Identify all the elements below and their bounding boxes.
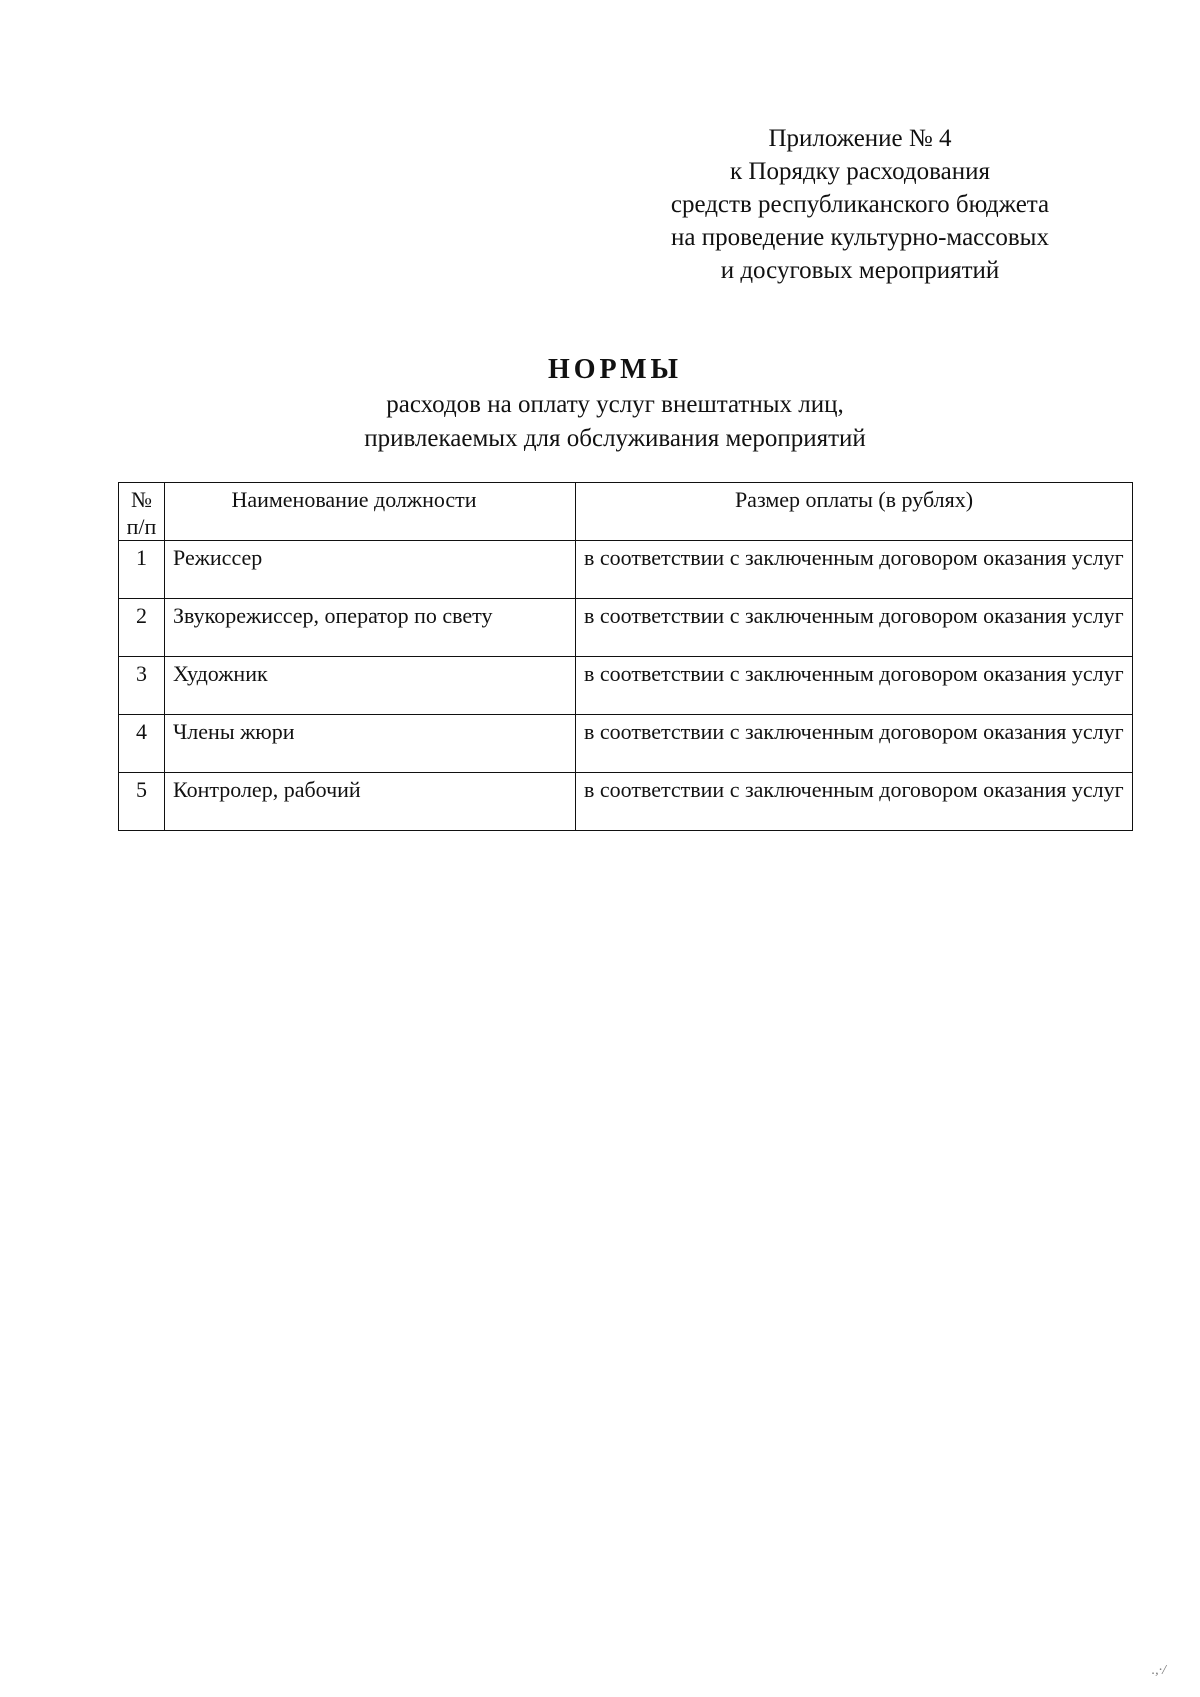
appendix-header (590, 122, 1130, 287)
document-title-block (0, 352, 1200, 456)
row-num: 3 (119, 657, 165, 715)
table-row (119, 599, 1133, 657)
row-num: 2 (119, 599, 165, 657)
document-title: НОРМЫ (547, 354, 683, 385)
appendix-line-1: Приложение № 4 (768, 125, 952, 152)
appendix-line-3: средств республиканского бюджета (670, 191, 1050, 218)
row-payment: в соответствии с заключенным договором оказания услуг (576, 541, 1133, 599)
row-payment: в соответствии с заключенным договором оказания услуг (576, 773, 1133, 831)
row-num: 1 (119, 541, 165, 599)
table-row (119, 773, 1133, 831)
appendix-line-2: к Порядку расходования (730, 158, 990, 185)
row-position-name: Режиссер (165, 541, 576, 599)
table-header-row (119, 483, 1133, 541)
row-payment: в соответствии с заключенным договором оказания услуг (576, 715, 1133, 773)
row-position-name: Художник (165, 657, 576, 715)
header-payment-size: Размер оплаты (в рублях) (576, 483, 1133, 541)
header-num: № п/п (119, 483, 165, 541)
document-subtitle-line-1: расходов на оплату услуг внештатных лиц, (386, 391, 844, 418)
row-position-name: Контролер, рабочий (165, 773, 576, 831)
table-row (119, 541, 1133, 599)
table-row (119, 657, 1133, 715)
row-payment: в соответствии с заключенным договором оказания услуг (576, 657, 1133, 715)
document-subtitle-line-2: привлекаемых для обслуживания мероприятий (364, 425, 866, 452)
row-position-name: Члены жюри (165, 715, 576, 773)
row-num: 5 (119, 773, 165, 831)
scan-artifact-mark: .,·/ (1151, 1663, 1166, 1678)
appendix-line-5: и досуговых мероприятий (720, 257, 1000, 284)
row-payment: в соответствии с заключенным договором оказания услуг (576, 599, 1133, 657)
row-position-name: Звукорежиссер, оператор по свету (165, 599, 576, 657)
header-position-name: Наименование должности (165, 483, 576, 541)
row-num: 4 (119, 715, 165, 773)
table-row (119, 715, 1133, 773)
norms-table (118, 482, 1133, 831)
appendix-line-4: на проведение культурно-массовых (671, 224, 1049, 251)
